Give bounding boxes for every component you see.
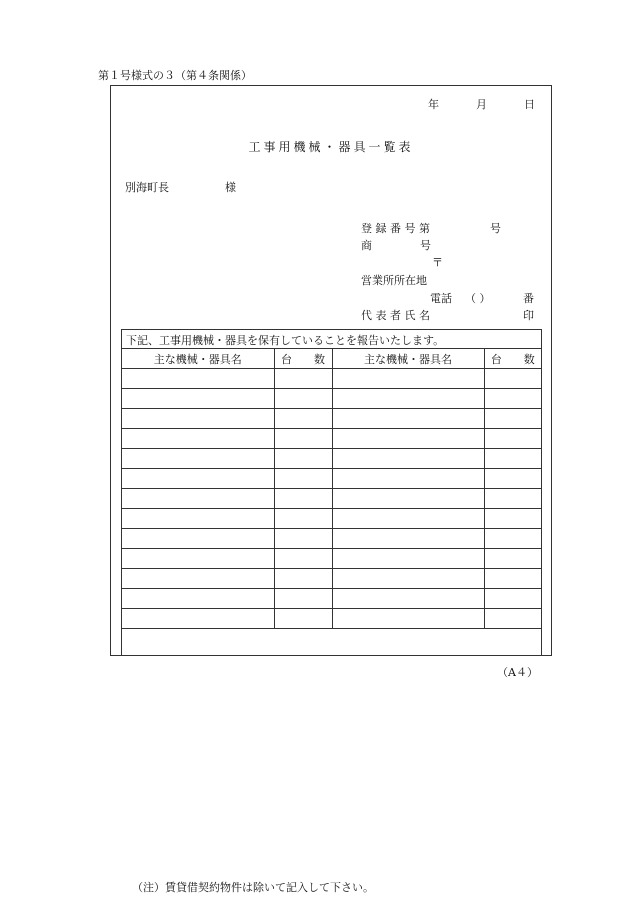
equipment-name-cell[interactable] [332, 529, 484, 549]
office-address-label: 営業所所在地 [361, 274, 427, 287]
equipment-name-cell[interactable] [122, 449, 274, 469]
equipment-name-cell[interactable] [122, 469, 274, 489]
quantity-cell[interactable] [274, 409, 332, 429]
quantity-cell[interactable] [484, 589, 541, 609]
quantity-cell[interactable] [484, 409, 541, 429]
header-equipment-name-2: 主な機械・器具名 [332, 349, 484, 369]
date-month: 月 [476, 98, 487, 111]
table-row [122, 549, 541, 569]
table-row [122, 609, 541, 629]
registration-suffix: 号 [490, 222, 501, 235]
table-row [122, 469, 541, 489]
paper-size-label: （A４） [497, 666, 538, 679]
quantity-cell[interactable] [484, 429, 541, 449]
equipment-name-cell[interactable] [332, 509, 484, 529]
seal-label: 印 [523, 309, 534, 322]
trade-name-label: 商 [361, 239, 372, 252]
quantity-cell[interactable] [484, 509, 541, 529]
equipment-name-cell[interactable] [332, 589, 484, 609]
date-year: 年 [428, 98, 439, 111]
table-row [122, 389, 541, 409]
equipment-name-cell[interactable] [122, 589, 274, 609]
quantity-cell[interactable] [274, 389, 332, 409]
equipment-name-cell[interactable] [332, 609, 484, 629]
quantity-cell[interactable] [484, 609, 541, 629]
equipment-name-cell[interactable] [122, 369, 274, 389]
addressee [125, 179, 236, 195]
postal-mark: 〒 [432, 256, 443, 269]
equipment-name-cell[interactable] [332, 569, 484, 589]
table-row [122, 409, 541, 429]
quantity-cell[interactable] [274, 549, 332, 569]
quantity-cell[interactable] [274, 489, 332, 509]
quantity-cell[interactable] [274, 609, 332, 629]
equipment-name-cell[interactable] [332, 389, 484, 409]
table-row [122, 509, 541, 529]
quantity-cell[interactable] [484, 549, 541, 569]
quantity-cell[interactable] [274, 469, 332, 489]
equipment-name-cell[interactable] [332, 469, 484, 489]
equipment-name-cell[interactable] [332, 409, 484, 429]
equipment-name-cell[interactable] [332, 369, 484, 389]
equipment-name-cell[interactable] [122, 609, 274, 629]
table-row [122, 569, 541, 589]
equipment-name-cell[interactable] [122, 489, 274, 509]
quantity-cell[interactable] [274, 369, 332, 389]
table-row [122, 529, 541, 549]
equipment-name-cell[interactable] [122, 549, 274, 569]
equipment-name-cell[interactable] [332, 449, 484, 469]
representative-label: 代 表 者 氏 名 [361, 309, 430, 322]
form-title: 工事用機械・器具一覧表 [248, 140, 414, 154]
table-row [122, 589, 541, 609]
phone-line [430, 290, 491, 306]
quantity-cell[interactable] [484, 449, 541, 469]
equipment-name-cell[interactable] [122, 509, 274, 529]
addressee-honorific: 様 [225, 181, 236, 194]
equipment-table [122, 348, 541, 629]
header-quantity-2: 台 数 [484, 349, 541, 369]
quantity-cell[interactable] [484, 469, 541, 489]
phone-paren: （ ） [465, 292, 491, 305]
quantity-cell[interactable] [274, 509, 332, 529]
quantity-cell[interactable] [274, 529, 332, 549]
table-row [122, 369, 541, 389]
equipment-name-cell[interactable] [332, 489, 484, 509]
report-statement: 下記、工事用機械・器具を保有していることを報告いたします。 [126, 334, 445, 347]
header-quantity-1: 台 数 [274, 349, 332, 369]
table-row [122, 489, 541, 509]
quantity-cell[interactable] [484, 529, 541, 549]
quantity-cell[interactable] [484, 489, 541, 509]
quantity-cell[interactable] [274, 449, 332, 469]
date-line [428, 96, 535, 112]
equipment-name-cell[interactable] [122, 409, 274, 429]
header-equipment-name-1: 主な機械・器具名 [122, 349, 274, 369]
table-row [122, 429, 541, 449]
quantity-cell[interactable] [484, 369, 541, 389]
equipment-name-cell[interactable] [122, 429, 274, 449]
equipment-name-cell[interactable] [332, 549, 484, 569]
quantity-cell[interactable] [484, 389, 541, 409]
quantity-cell[interactable] [274, 589, 332, 609]
equipment-name-cell[interactable] [122, 389, 274, 409]
trade-name-line [361, 237, 431, 253]
trade-name-suffix: 号 [420, 239, 431, 252]
phone-suffix: 番 [523, 292, 534, 305]
form-reference: 第１号様式の３（第４条関係） [98, 69, 252, 82]
registration-number-line [361, 220, 501, 236]
date-day: 日 [524, 98, 535, 111]
equipment-name-cell[interactable] [122, 529, 274, 549]
quantity-cell[interactable] [484, 569, 541, 589]
addressee-name: 別海町長 [125, 181, 169, 194]
footnote: （注）賃貸借契約物件は除いて記入して下さい。 [132, 881, 374, 894]
table-header-row [122, 349, 541, 369]
equipment-name-cell[interactable] [332, 429, 484, 449]
equipment-name-cell[interactable] [122, 569, 274, 589]
registration-label: 登 録 番 号 第 [361, 222, 430, 235]
table-row [122, 449, 541, 469]
quantity-cell[interactable] [274, 569, 332, 589]
phone-label: 電話 [430, 292, 452, 305]
quantity-cell[interactable] [274, 429, 332, 449]
